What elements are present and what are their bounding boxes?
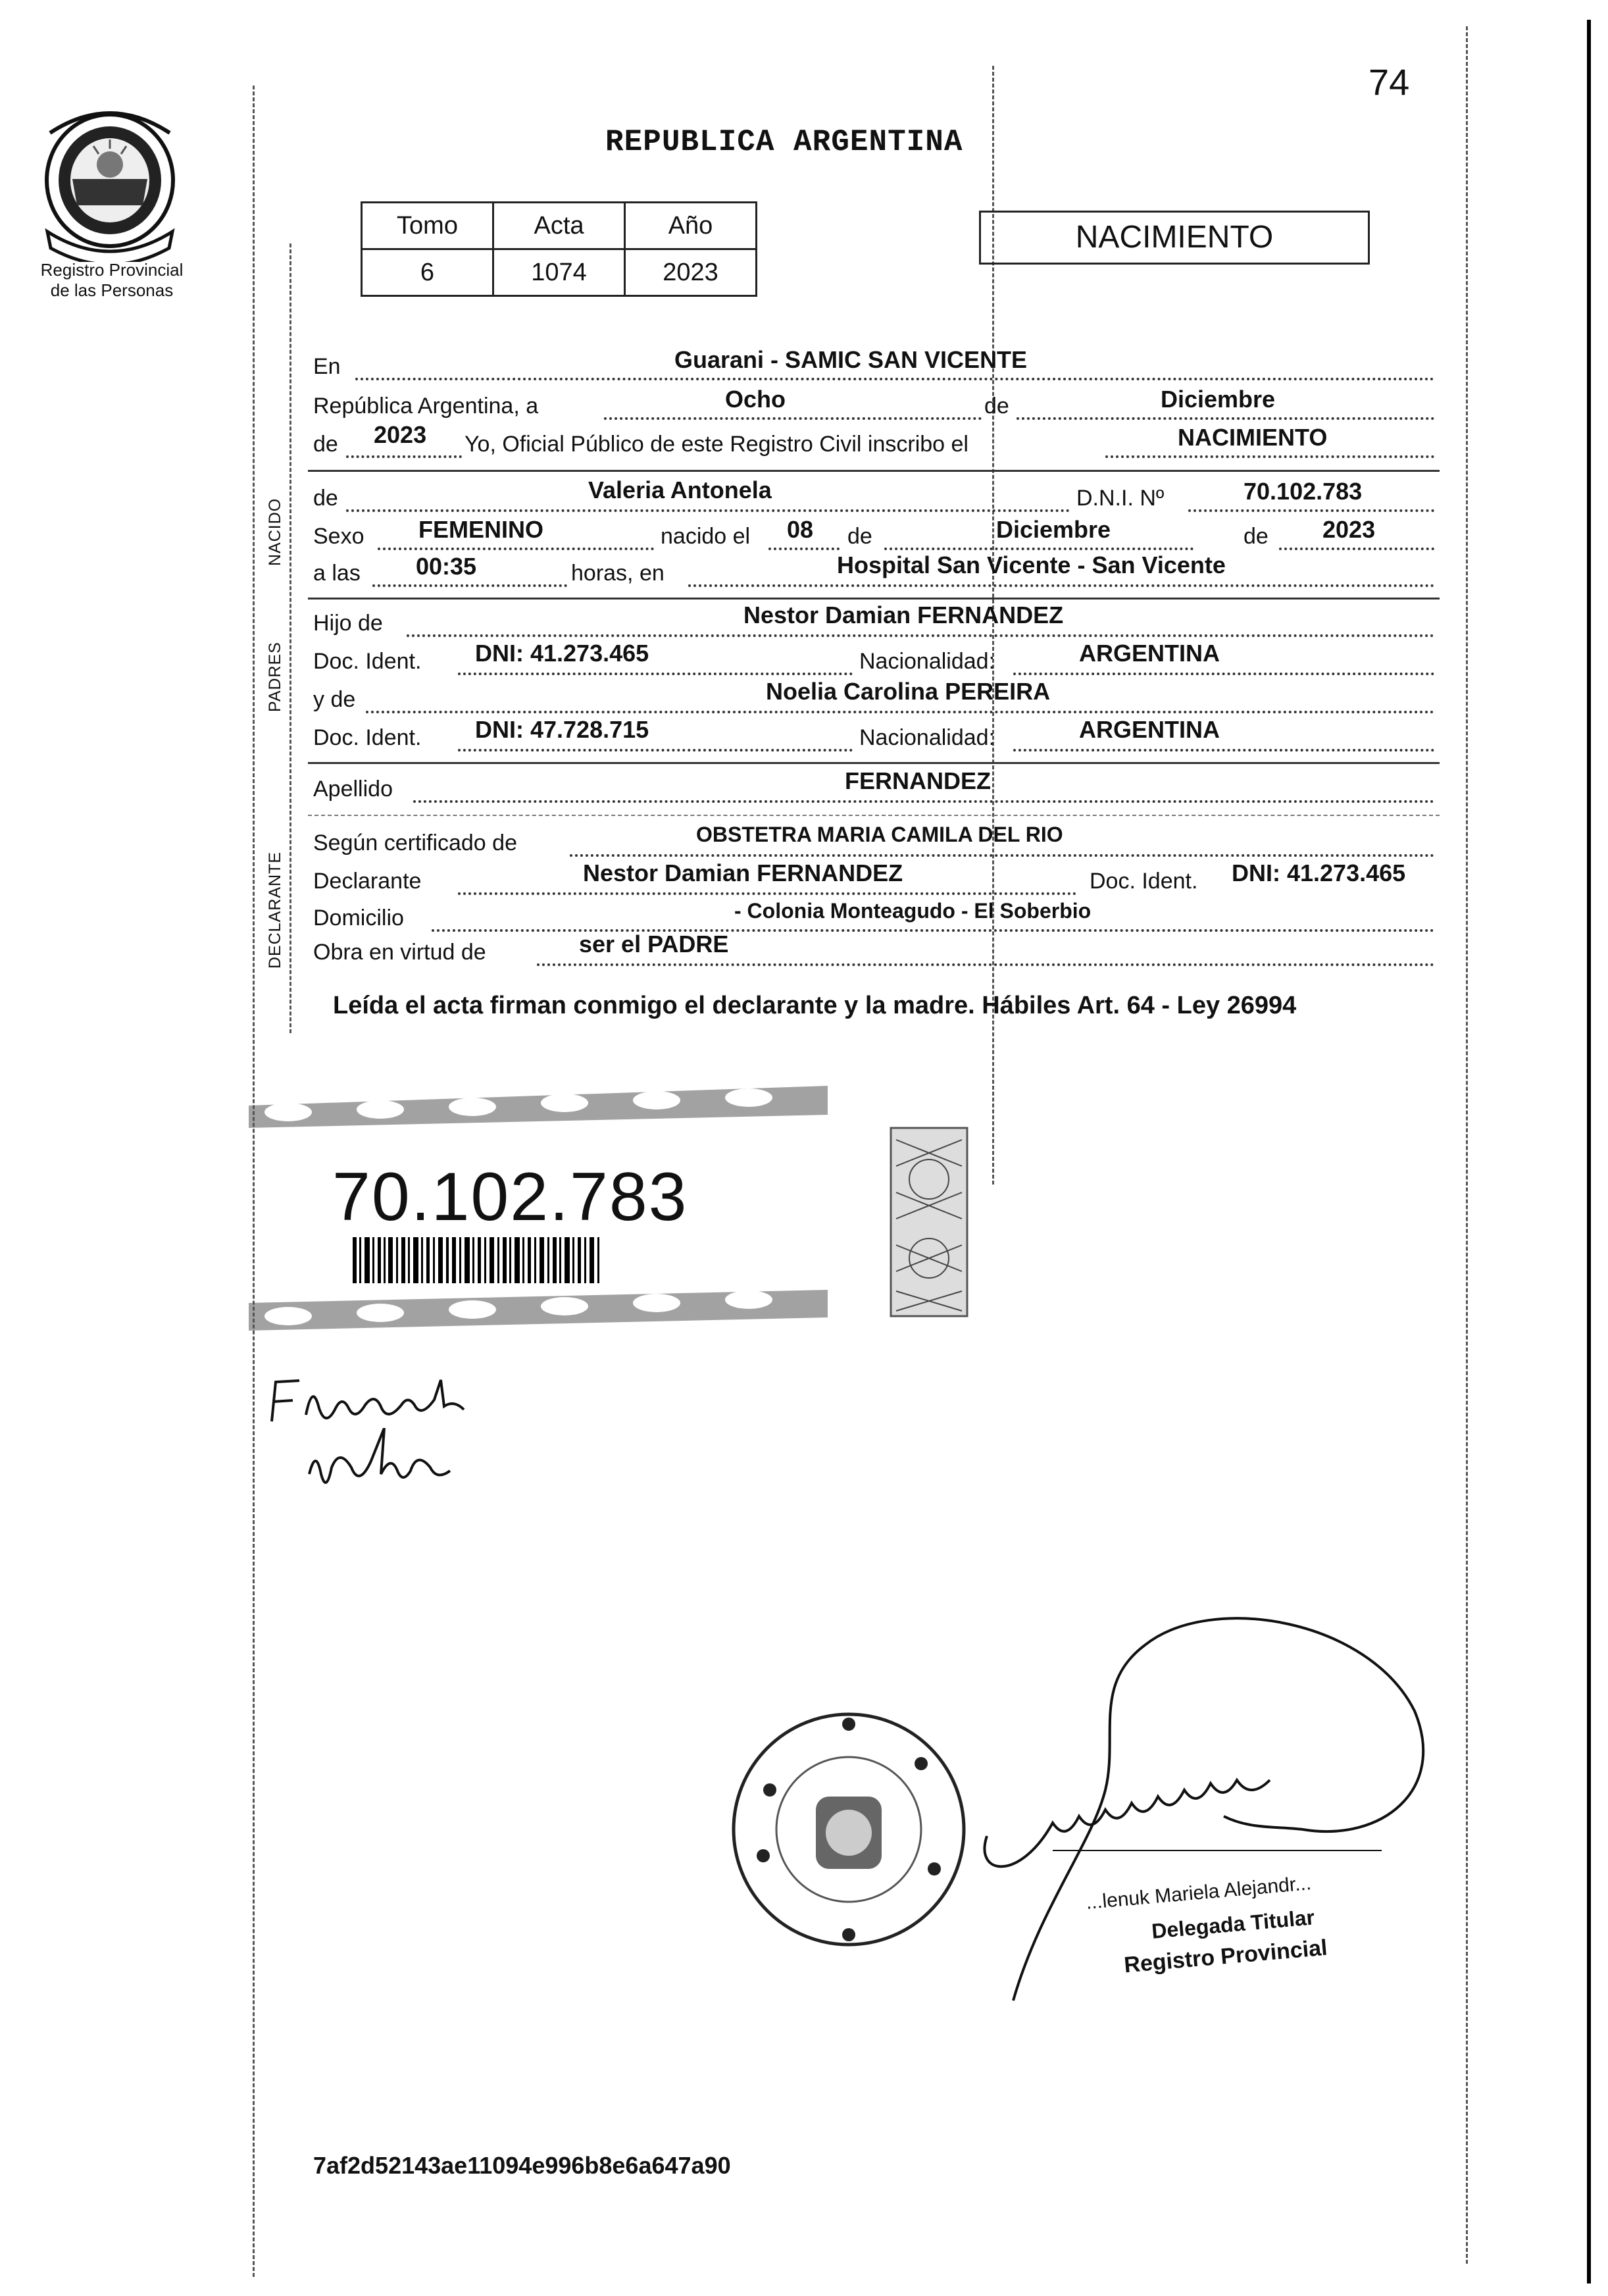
declarante-dots [458,892,1076,895]
obra-label: Obra en virtud de [313,940,486,965]
page-number: 74 [1369,61,1410,103]
domicilio-value: - Colonia Monteagudo - El Soberbio [734,899,1092,923]
nacido-ano: 2023 [1322,516,1376,543]
signature-father [266,1369,543,1435]
ano-dots [346,455,462,458]
nombre-dots [346,509,1070,512]
divider-1 [308,470,1440,472]
padres-label: PADRES [266,642,284,712]
hora-value: 00:35 [416,553,477,580]
padre-doc-dots [458,673,853,675]
official-name: ...lenuk Mariela Alejandr... [1085,1872,1313,1914]
hijo-de-label: Hijo de [313,611,383,636]
divider-4 [308,815,1440,816]
ano-value: 2023 [374,421,427,448]
madre-nac: ARGENTINA [1079,716,1220,743]
doc-ident-label: Doc. Ident. [313,649,422,674]
madre-doc-dots [458,749,853,752]
nacido-de-label: de [313,486,338,511]
official-registry: Registro Provincial [1122,1935,1328,1978]
padre-doc: DNI: 41.273.465 [475,640,649,667]
en-label: En [313,354,341,379]
official-stamp [717,1685,980,1974]
dni-value: 70.102.783 [1244,478,1363,505]
inner-fold-line [289,243,291,1033]
registry-table [361,201,757,297]
signature-mother [303,1428,461,1494]
tomo-value: 6 [362,249,493,296]
apellido-value: FERNANDEZ [845,767,991,794]
document-type-box: NACIMIENTO [979,211,1370,265]
official-title: Delegada Titular [1150,1905,1316,1943]
de-label: de [984,394,1009,419]
madre-value: Noelia Carolina PEREIRA [766,678,1051,705]
divider-3 [308,762,1440,764]
nombre-value: Valeria Antonela [588,476,772,503]
apellido-label: Apellido [313,777,393,802]
official-signature [961,1593,1461,2053]
lugar-dots [688,584,1434,587]
lugar-value: Hospital San Vicente - San Vicente [837,551,1226,578]
declarante-label: DECLARANTE [266,851,284,969]
main-title: REPUBLICA ARGENTINA [605,125,963,159]
dni-label: D.N.I. Nº [1076,486,1165,511]
republica-dots-2 [1017,417,1434,420]
nacido-de-label-2: de [847,524,872,549]
padre-nac: ARGENTINA [1079,640,1220,667]
hora-dots [372,584,567,587]
logo-caption-line2: de las Personas [50,280,174,300]
inscribo-value: NACIMIENTO [1178,424,1328,451]
right-border-bar [1587,20,1591,2283]
security-hologram [890,1127,968,1317]
logo-caption-line1: Registro Provincial [40,260,184,280]
nacionalidad-label-2: Nacionalidad: [859,725,995,750]
de-ano-label: de [313,432,338,457]
obra-dots [537,963,1434,966]
republica-dots-1 [604,417,982,420]
en-value: Guarani - SAMIC SAN VICENTE [674,346,1028,373]
apellido-dots [413,800,1434,803]
republica-label: República Argentina, a [313,394,539,419]
logo-caption [36,260,188,301]
sexo-label: Sexo [313,524,364,549]
horas-en-label: horas, en [571,561,665,586]
obra-value: ser el PADRE [579,931,729,957]
nacido-de-label-3: de [1244,524,1269,549]
padre-value: Nestor Damian FERNANDEZ [743,601,1064,628]
madre-dots [366,711,1434,713]
nacido-label: NACIDO [266,497,284,566]
en-dots [355,378,1434,380]
doc-ident-label-2: Doc. Ident. [313,725,422,750]
ano-value: 2023 [625,249,757,296]
domicilio-label: Domicilio [313,906,404,931]
segun-dots [570,854,1434,857]
inscribo-label: Yo, Oficial Público de este Registro Civil inscribo el [465,432,968,457]
mes-value: Diciembre [1161,386,1276,413]
decl-doc-value: DNI: 41.273.465 [1232,859,1406,886]
madre-doc: DNI: 47.728.715 [475,716,649,743]
nacido-ano-dots [1279,548,1434,550]
province-seal-logo [41,107,179,262]
dni-dots [1188,509,1434,512]
segun-label: Según certificado de [313,830,517,855]
inscribo-dots [1105,455,1434,458]
y-de-label: y de [313,687,356,712]
right-fold-line [1466,26,1468,2264]
nacido-el-label: nacido el [661,524,751,549]
sexo-dots [378,548,654,550]
nacido-mes: Diciembre [996,516,1111,543]
row-en [313,354,341,391]
madre-nac-dots [1013,749,1434,752]
declarante-value: Nestor Damian FERNANDEZ [583,859,903,886]
segun-value: OBSTETRA MARIA CAMILA DEL RIO [696,823,1063,846]
sexo-value: FEMENINO [418,516,544,543]
acta-value: 1074 [493,249,625,296]
nacido-mes-dots [884,548,1193,550]
document-hash: 7af2d52143ae11094e996b8e6a647a90 [313,2152,731,2179]
padre-nac-dots [1013,673,1434,675]
declarante-label-field: Declarante [313,869,422,894]
nacido-dia: 08 [787,516,814,543]
ano-header: Año [625,203,757,249]
a-las-label: a las [313,561,361,586]
closing-note: Leída el acta firman conmigo el declarante y la madre. Hábiles Art. 64 - Ley 26994 [333,992,1297,1019]
acta-header: Acta [493,203,625,249]
sticker-number: 70.102.783 [332,1159,688,1235]
decl-doc-label: Doc. Ident. [1090,869,1198,894]
tomo-header: Tomo [362,203,493,249]
nacido-dia-dots [768,548,840,550]
dia-value: Ocho [725,386,786,413]
nacionalidad-label: Nacionalidad: [859,649,995,674]
padre-dots [407,634,1434,637]
divider-2 [308,598,1440,600]
